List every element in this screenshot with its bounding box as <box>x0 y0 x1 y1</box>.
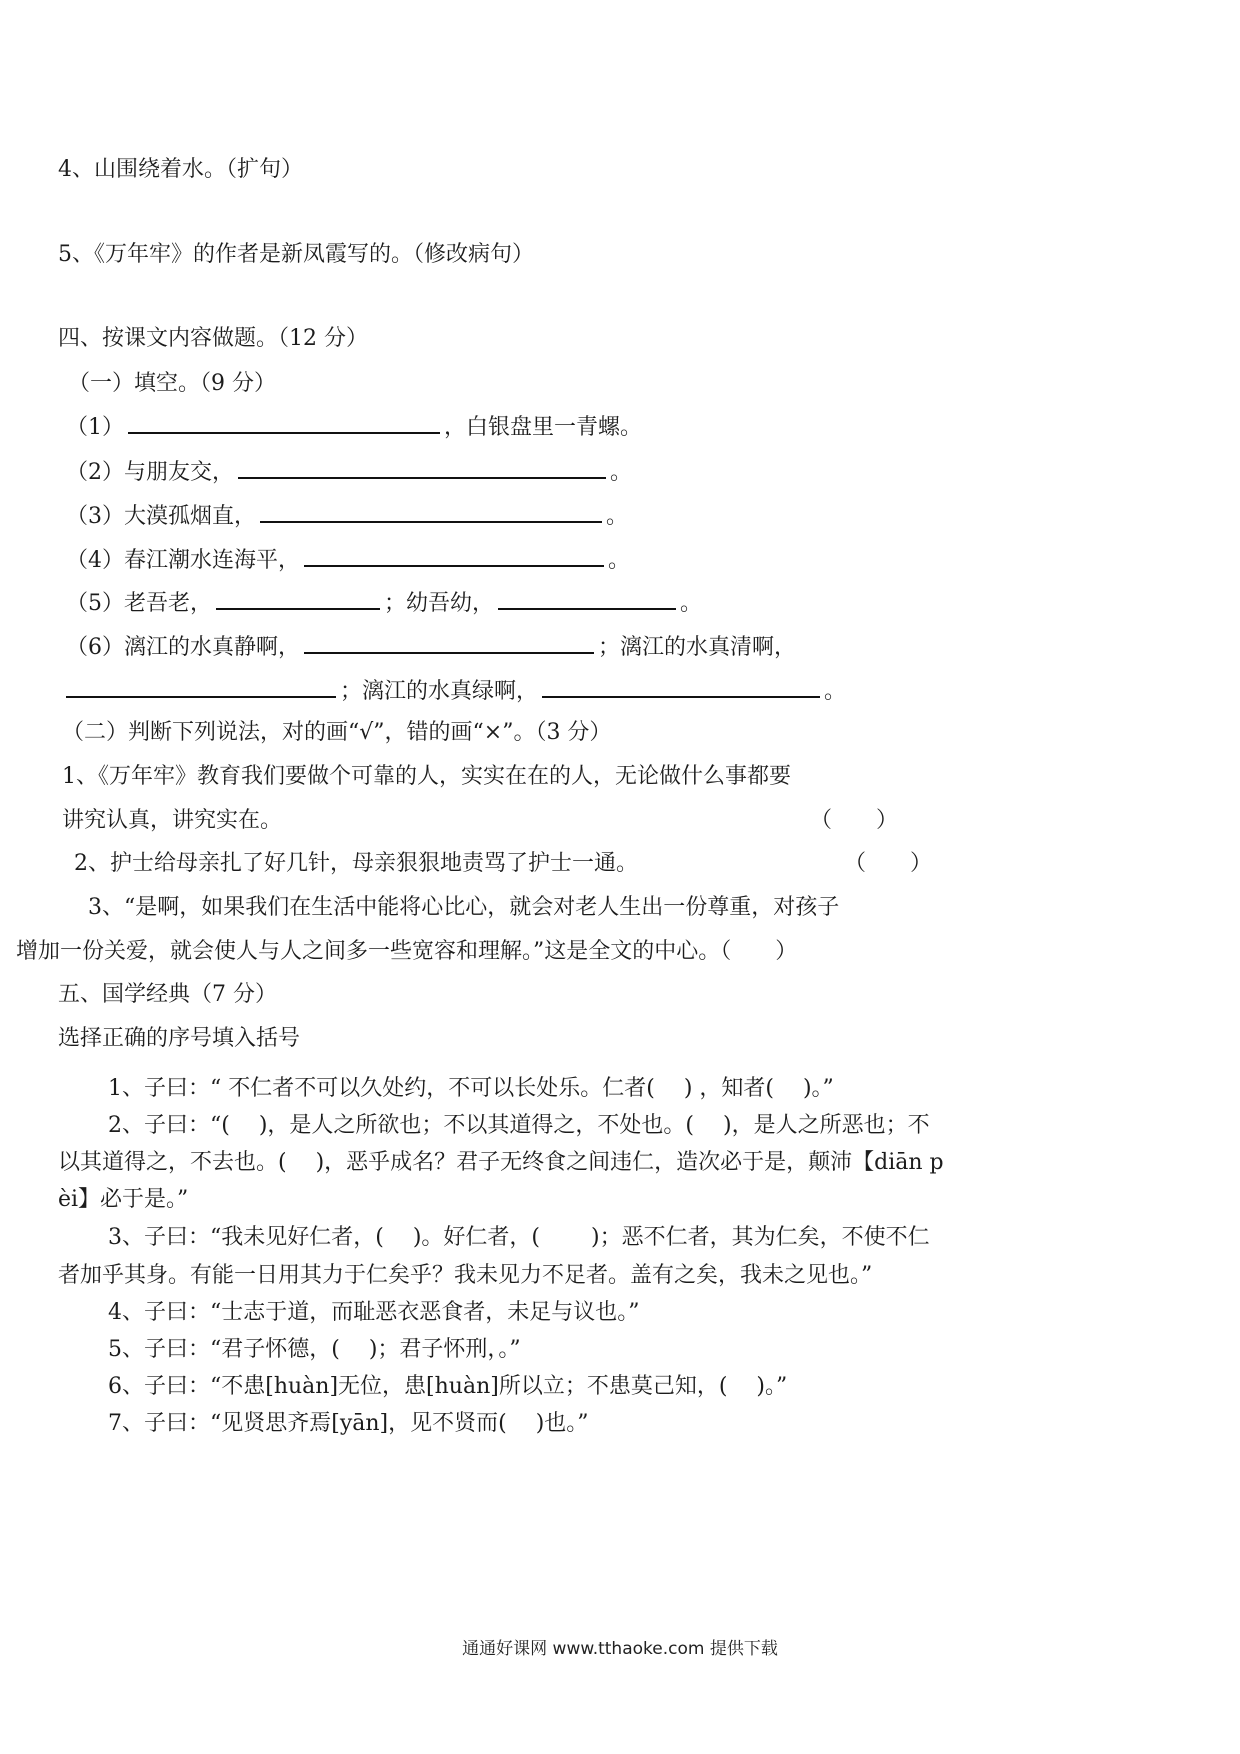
classic-q2-line-2: 以其道得之，不去也。( )，恶乎成名？君子无终食之间违仁，造次必于是，颠沛【diān p <box>58 1150 944 1175</box>
question-4-expand-sentence: 4、山围绕着水。（扩句） <box>58 157 303 182</box>
fill-4-prefix: （4）春江潮水连海平， <box>66 548 300 573</box>
fill-item-6-line-1 <box>66 632 796 664</box>
fill-2-prefix: （2）与朋友交， <box>66 460 234 485</box>
judge-2-answer-paren[interactable]: （ ） <box>844 851 933 876</box>
section-5-title: 五、国学经典（7 分） <box>58 982 277 1007</box>
fill-5-blank-b[interactable] <box>498 607 676 610</box>
fill-2-blank[interactable] <box>238 476 606 479</box>
classic-q3-line-1: 3、子曰：“我未见好仁者，( )。好仁者，( )；恶不仁者，其为仁矣，不使不仁 <box>108 1225 930 1250</box>
fill-3-prefix: （3）大漠孤烟直， <box>66 504 256 529</box>
fill-6-middle-1: ；漓江的水真清啊， <box>598 635 797 660</box>
fill-item-2 <box>66 457 632 489</box>
fill-item-3 <box>66 501 628 533</box>
judge-1-line-2: 讲究认真，讲究实在。 <box>62 808 283 833</box>
fill-4-suffix: 。 <box>608 548 631 573</box>
section-4-title: 四、按课文内容做题。（12 分） <box>58 326 368 351</box>
fill-item-1 <box>66 412 642 444</box>
fill-6-prefix: （6）漓江的水真静啊， <box>66 635 300 660</box>
classic-q2-line-1: 2、子曰：“( )，是人之所欲也；不以其道得之，不处也。( )，是人之所恶也；不 <box>108 1113 930 1138</box>
classic-q4: 4、子曰：“士志于道，而耻恶衣恶食者，未足与议也。” <box>108 1300 640 1325</box>
fill-6-suffix: 。 <box>824 679 847 704</box>
classic-q6: 6、子曰：“不患[huàn]无位，患[huàn]所以立；不患莫己知，( )。” <box>108 1374 788 1399</box>
fill-1-prefix: （1） <box>66 415 124 440</box>
fill-item-5 <box>66 588 702 620</box>
classic-q2-line-3: èi】必于是。” <box>58 1187 189 1212</box>
fill-6-middle-2: ；漓江的水真绿啊， <box>340 679 539 704</box>
classic-q7: 7、子曰：“见贤思齐焉[yān]，见不贤而( )也。” <box>108 1411 589 1436</box>
fill-4-blank[interactable] <box>304 564 604 567</box>
fill-5-blank-a[interactable] <box>216 607 380 610</box>
fill-5-middle: ；幼吾幼， <box>384 591 495 616</box>
fill-5-suffix: 。 <box>680 591 703 616</box>
judge-1-line-1: 1、《万年牢》教育我们要做个可靠的人，实实在在的人，无论做什么事都要 <box>62 764 791 789</box>
download-footer: 通通好课网 www.tthaoke.com 提供下载 <box>462 1639 778 1659</box>
section-5-instruction: 选择正确的序号填入括号 <box>58 1026 301 1051</box>
judge-2: 2、护士给母亲扎了好几针，母亲狠狠地责骂了护士一通。 <box>74 851 638 876</box>
classic-q1: 1、子曰：“ 不仁者不可以久处约，不可以长处乐。仁者( ) ，知者( )。” <box>108 1076 834 1101</box>
judge-3-line-1: 3、“是啊，如果我们在生活中能将心比心，就会对老人生出一份尊重，对孩子 <box>88 895 840 920</box>
fill-item-6-line-2 <box>66 676 846 708</box>
classic-q5: 5、子曰：“君子怀德，( )；君子怀刑，。” <box>108 1337 521 1362</box>
fill-6-blank-a[interactable] <box>304 651 594 654</box>
judge-3-line-2: 增加一份关爱，就会使人与人之间多一些宽容和理解。”这是全文的中心。（ ） <box>16 939 798 964</box>
fill-3-suffix: 。 <box>606 504 629 529</box>
fill-5-prefix: （5）老吾老， <box>66 591 212 616</box>
fill-1-blank[interactable] <box>128 431 440 434</box>
fill-2-suffix: 。 <box>610 460 633 485</box>
question-5-correct-sentence: 5、《万年牢》的作者是新凤霞写的。（修改病句） <box>58 242 534 267</box>
classic-q3-line-2: 者加乎其身。有能一日用其力于仁矣乎？我未见力不足者。盖有之矣，我未之见也。” <box>58 1263 873 1288</box>
fill-6-blank-c[interactable] <box>542 695 820 698</box>
fill-1-suffix: ，白银盘里一青螺。 <box>444 415 643 440</box>
fill-3-blank[interactable] <box>260 520 602 523</box>
fill-item-4 <box>66 545 630 577</box>
part-2-title: （二）判断下列说法，对的画“√”，错的画“×”。（3 分） <box>62 720 612 745</box>
part-1-title: （一）填空。（9 分） <box>68 371 276 396</box>
judge-1-answer-paren[interactable]: （ ） <box>810 808 899 833</box>
fill-6-blank-b[interactable] <box>66 695 336 698</box>
